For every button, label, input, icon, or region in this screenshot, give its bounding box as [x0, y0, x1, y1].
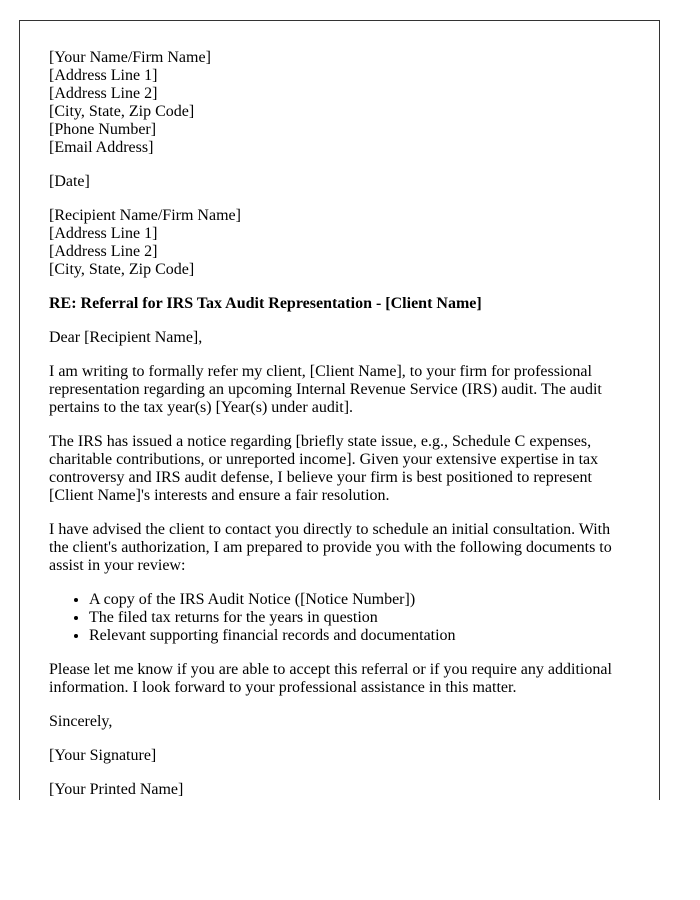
recipient-block [49, 207, 633, 279]
list-item: • The filed tax returns for the years in question [89, 609, 633, 627]
salutation: Dear [Recipient Name], [49, 329, 203, 346]
documents-list [49, 591, 633, 645]
sender-name: [Your Name/Firm Name] [49, 49, 211, 66]
recipient-address-2: [Address Line 2] [49, 243, 158, 260]
list-item: • A copy of the IRS Audit Notice ([Notice Number]) [89, 591, 633, 609]
sender-city: [City, State, Zip Code] [49, 103, 195, 120]
recipient-name: [Recipient Name/Firm Name] [49, 207, 241, 224]
signature: [Your Signature] [49, 747, 157, 764]
printed-name: [Your Printed Name] [49, 781, 184, 798]
recipient-city: [City, State, Zip Code] [49, 261, 195, 278]
body-paragraph: The IRS has issued a notice regarding [briefly state issue, e.g., Schedule C expenses, charitable contributions, or unreported income]. Given your extensive expertise in tax controversy and IRS audit defense, I believe your firm is best positioned to represent [Client Name]'s interests and ensure a fair resolution. [49, 433, 599, 504]
sender-block [49, 49, 633, 157]
sender-address-1: [Address Line 1] [49, 67, 158, 84]
recipient-address-1: [Address Line 1] [49, 225, 158, 242]
sender-email: [Email Address] [49, 139, 154, 156]
closing-paragraph: Please let me know if you are able to accept this referral or if you require any additional information. I look forward to your professional assistance in this matter. [49, 661, 612, 696]
letter-page [19, 20, 660, 800]
closing: Sincerely, [49, 713, 113, 730]
letter-date: [Date] [49, 173, 90, 190]
list-item: • Relevant supporting financial records and documentation [89, 627, 633, 645]
sender-phone: [Phone Number] [49, 121, 157, 138]
subject-line: RE: Referral for IRS Tax Audit Representation - [Client Name] [49, 295, 482, 312]
body-paragraph: I have advised the client to contact you directly to schedule an initial consultation. With the client's authorization, I am prepared to provide you with the following documents to assist in your review: [49, 521, 612, 574]
sender-address-2: [Address Line 2] [49, 85, 158, 102]
body-paragraph: I am writing to formally refer my client, [Client Name], to your firm for professional representation regarding an upcoming Internal Revenue Service (IRS) audit. The audit pertains to the tax year(s) [Year(s) under audit]. [49, 363, 602, 416]
